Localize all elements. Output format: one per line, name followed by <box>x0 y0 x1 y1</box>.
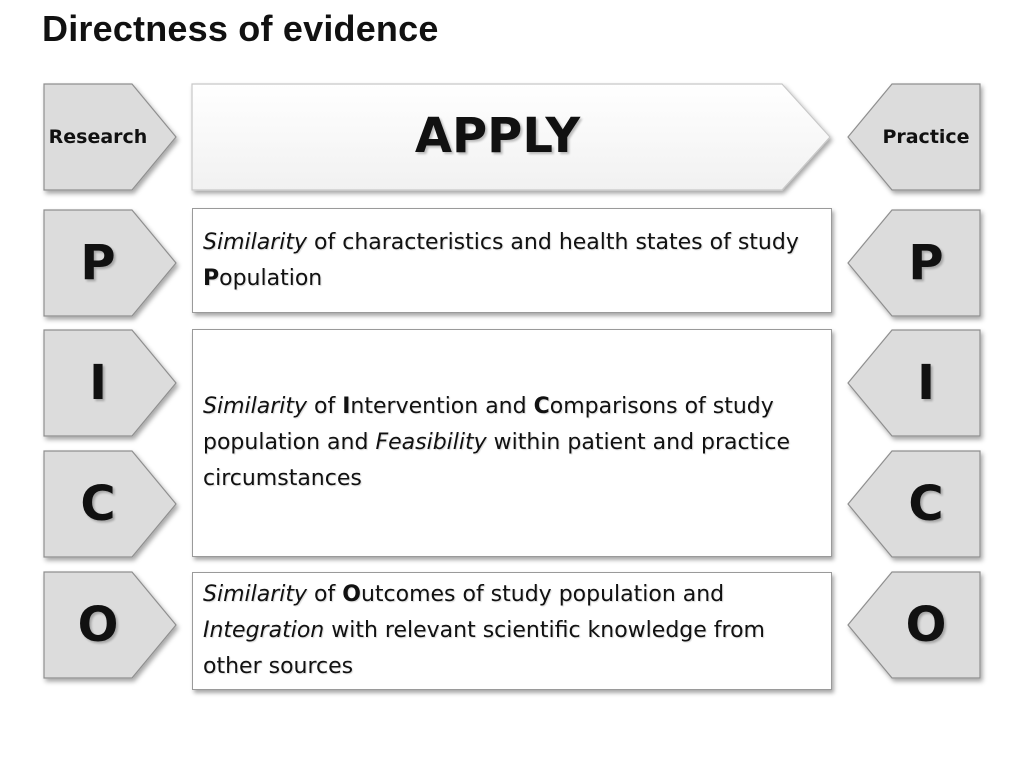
intervention-box <box>192 329 832 557</box>
right-chevron-i: I <box>917 355 935 411</box>
outcomes-text-part-2: utcomes of study population and <box>360 582 725 607</box>
outcomes-emphasis-1: Similarity <box>203 582 308 607</box>
practice-chevron-label: Practice <box>882 126 970 148</box>
intervention-text-part-2: ntervention and <box>350 394 534 419</box>
intervention-text-part-4: within patient and practice circumstances <box>203 430 790 491</box>
right-chevron-c: C <box>908 476 944 532</box>
outcomes-letter-o: O <box>342 582 361 607</box>
left-chevron-i: I <box>89 355 107 411</box>
apply-heading: APPLY <box>414 108 581 164</box>
intervention-letter-c: C <box>533 394 550 419</box>
left-chevron-o: O <box>77 597 119 653</box>
right-chevron-p: P <box>908 235 944 291</box>
outcomes-text <box>203 577 821 685</box>
research-chevron-label: Research <box>48 126 148 148</box>
intervention-emphasis-2: Feasibility <box>375 430 487 455</box>
intervention-text-part-1: of <box>307 394 343 419</box>
intervention-text <box>203 389 821 497</box>
outcomes-box <box>192 572 832 690</box>
population-text <box>203 225 821 297</box>
outcomes-text-part-1: of <box>307 582 343 607</box>
intervention-emphasis-1: Similarity <box>203 394 308 419</box>
population-text-part-1: of characteristics and health states of study <box>307 229 799 255</box>
population-text-part-2: opulation <box>219 265 323 291</box>
intervention-text-part-3: omparisons of study population and <box>203 394 774 455</box>
intervention-letter-i: I <box>342 394 351 419</box>
population-box <box>192 208 832 313</box>
outcomes-text-part-3: with relevant scientific knowledge from other sources <box>203 618 765 679</box>
population-emphasis: Similarity <box>203 229 308 255</box>
right-chevron-o: O <box>905 597 947 653</box>
outcomes-emphasis-2: Integration <box>203 618 325 643</box>
left-chevron-p: P <box>80 235 116 291</box>
page-title: Directness of evidence <box>42 8 439 49</box>
population-letter: P <box>203 265 220 291</box>
left-chevron-c: C <box>80 476 116 532</box>
